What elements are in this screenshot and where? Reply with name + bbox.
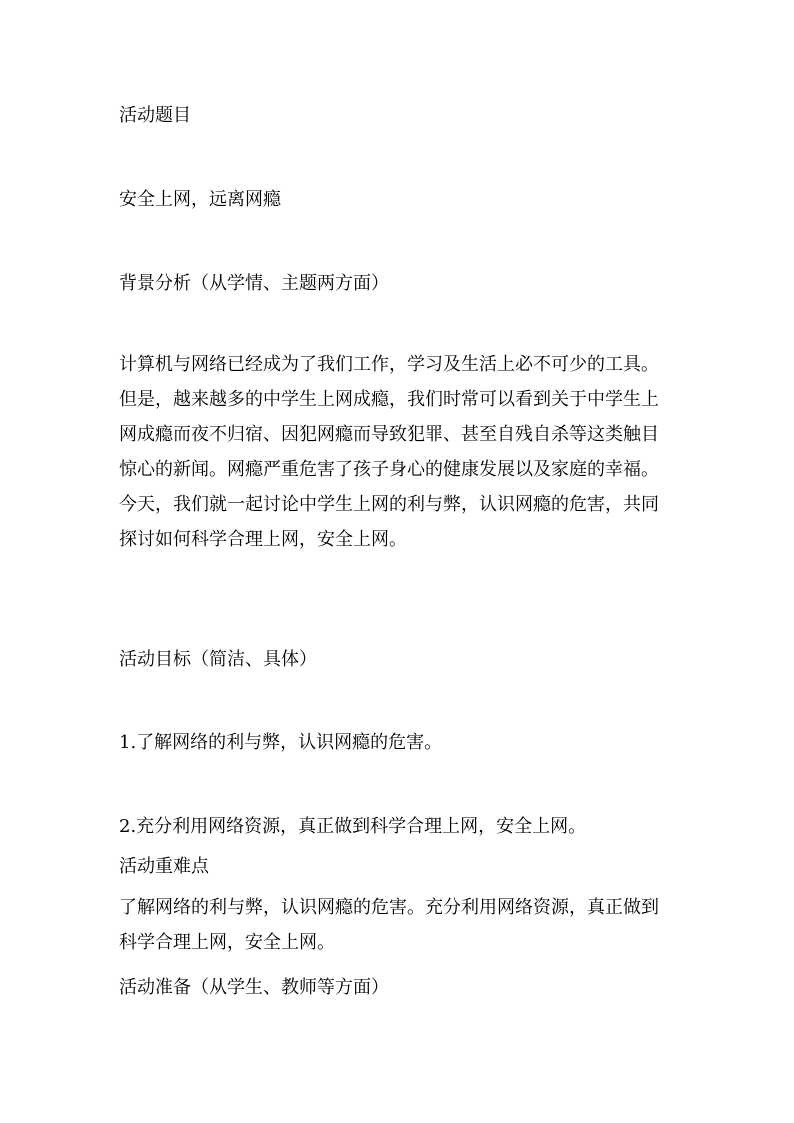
paragraph-line: 网成瘾而夜不归宿、因犯网瘾而导致犯罪、甚至自残自杀等这类触目 (119, 424, 659, 445)
heading-key-points: 活动重难点 (119, 856, 209, 877)
paragraph-line: 惊心的新闻。网瘾严重危害了孩子身心的健康发展以及家庭的幸福。 (119, 459, 659, 480)
key-points-paragraph (119, 896, 699, 955)
paragraph-line: 科学合理上网，安全上网。 (119, 932, 335, 953)
paragraph-line: 了解网络的利与弊，认识网瘾的危害。充分利用网络资源，真正做到 (119, 897, 659, 918)
heading-goals: 活动目标（简洁、具体） (119, 649, 317, 670)
paragraph-line: 今天，我们就一起讨论中学生上网的利与弊，认识网瘾的危害，共同 (119, 494, 659, 515)
heading-background: 背景分析（从学情、主题两方面） (119, 273, 389, 294)
heading-preparation: 活动准备（从学生、教师等方面） (119, 977, 389, 998)
paragraph-line: 但是，越来越多的中学生上网成瘾，我们时常可以看到关于中学生上 (119, 389, 659, 410)
paragraph-line: 计算机与网络已经成为了我们工作，学习及生活上必不可少的工具。 (119, 354, 659, 375)
goal-item-1: 1.了解网络的利与弊，认识网瘾的危害。 (119, 732, 443, 753)
heading-activity-title: 活动题目 (119, 105, 191, 126)
background-paragraph (119, 353, 699, 552)
goal-item-2: 2.充分利用网络资源，真正做到科学合理上网，安全上网。 (119, 816, 587, 837)
activity-title: 安全上网，远离网瘾 (119, 189, 281, 210)
paragraph-line: 探讨如何科学合理上网，安全上网。 (119, 529, 407, 550)
